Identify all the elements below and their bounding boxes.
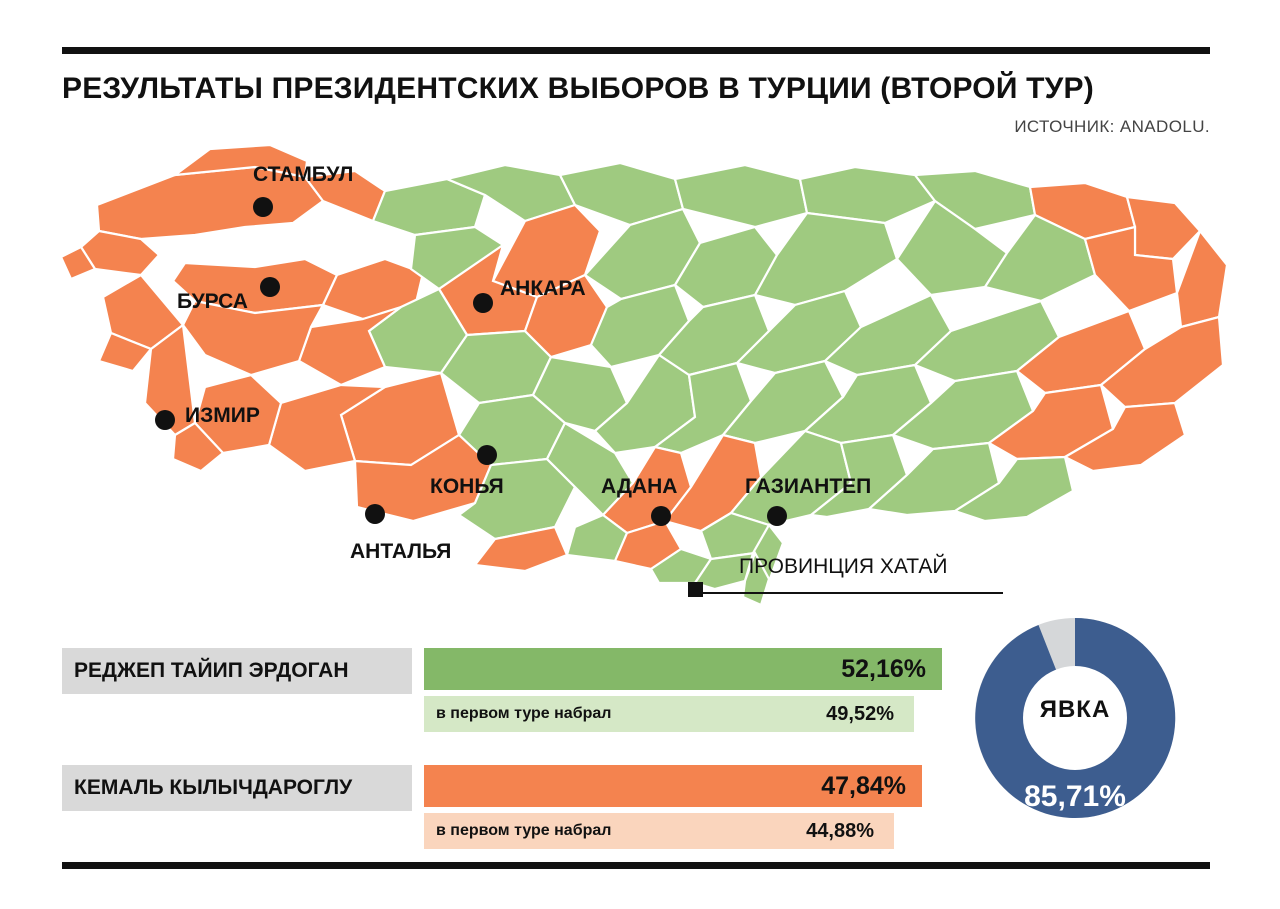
city-dot-bursa: [260, 277, 280, 297]
hatay-marker-icon: [688, 582, 703, 597]
bar-erdogan-round1: [424, 696, 914, 732]
hatay-annotation-label: ПРОВИНЦИЯ ХАТАЙ: [739, 555, 948, 578]
city-label-izmir: ИЗМИР: [185, 404, 260, 427]
bar-erdogan-round1-label: в первом туре набрал: [436, 705, 612, 722]
turnout-value: 85,71%: [1024, 780, 1126, 813]
city-dot-ankara: [473, 293, 493, 313]
city-dot-adana: [651, 506, 671, 526]
city-label-istanbul: СТАМБУЛ: [253, 163, 354, 186]
city-dot-konya: [477, 445, 497, 465]
turnout-center-label: ЯВКА: [1039, 696, 1111, 723]
bar-erdogan-round1-value: 49,52%: [826, 703, 894, 725]
city-label-bursa: БУРСА: [177, 290, 248, 313]
city-label-adana: АДАНА: [601, 475, 678, 498]
hatay-leader-line: [703, 592, 1003, 594]
bar-erdogan-round2: 52,16%: [424, 648, 942, 690]
city-label-gaziantep: ГАЗИАНТЕП: [745, 475, 872, 498]
city-dot-istanbul: [253, 197, 273, 217]
bar-kilicdaroglu-round1-value: 44,88%: [806, 820, 874, 842]
turkey-election-map: [55, 135, 1230, 605]
candidate-name-kilicdaroglu: КЕМАЛЬ КЫЛЫЧДАРОГЛУ: [62, 765, 412, 811]
turnout-donut-chart: [955, 598, 1195, 848]
city-label-antalya: АНТАЛЬЯ: [350, 540, 452, 563]
city-label-konya: КОНЬЯ: [430, 475, 504, 498]
city-dot-izmir: [155, 410, 175, 430]
bar-kilicdaroglu-round1: [424, 813, 894, 849]
top-rule: [62, 47, 1210, 54]
page-title: РЕЗУЛЬТАТЫ ПРЕЗИДЕНТСКИХ ВЫБОРОВ В ТУРЦИИ (ВТОРОЙ ТУР): [62, 72, 1094, 105]
city-dot-antalya: [365, 504, 385, 524]
results-bar-chart: [62, 620, 942, 850]
candidate-name-erdogan: РЕДЖЕП ТАЙИП ЭРДОГАН: [62, 648, 412, 694]
city-label-ankara: АНКАРА: [500, 277, 586, 300]
bottom-rule: [62, 862, 1210, 869]
bar-kilicdaroglu-round2: 47,84%: [424, 765, 922, 807]
bar-kilicdaroglu-round1-label: в первом туре набрал: [436, 822, 612, 839]
city-dot-gaziantep: [767, 506, 787, 526]
source-credit: ИСТОЧНИК: ANADOLU.: [1014, 117, 1210, 136]
